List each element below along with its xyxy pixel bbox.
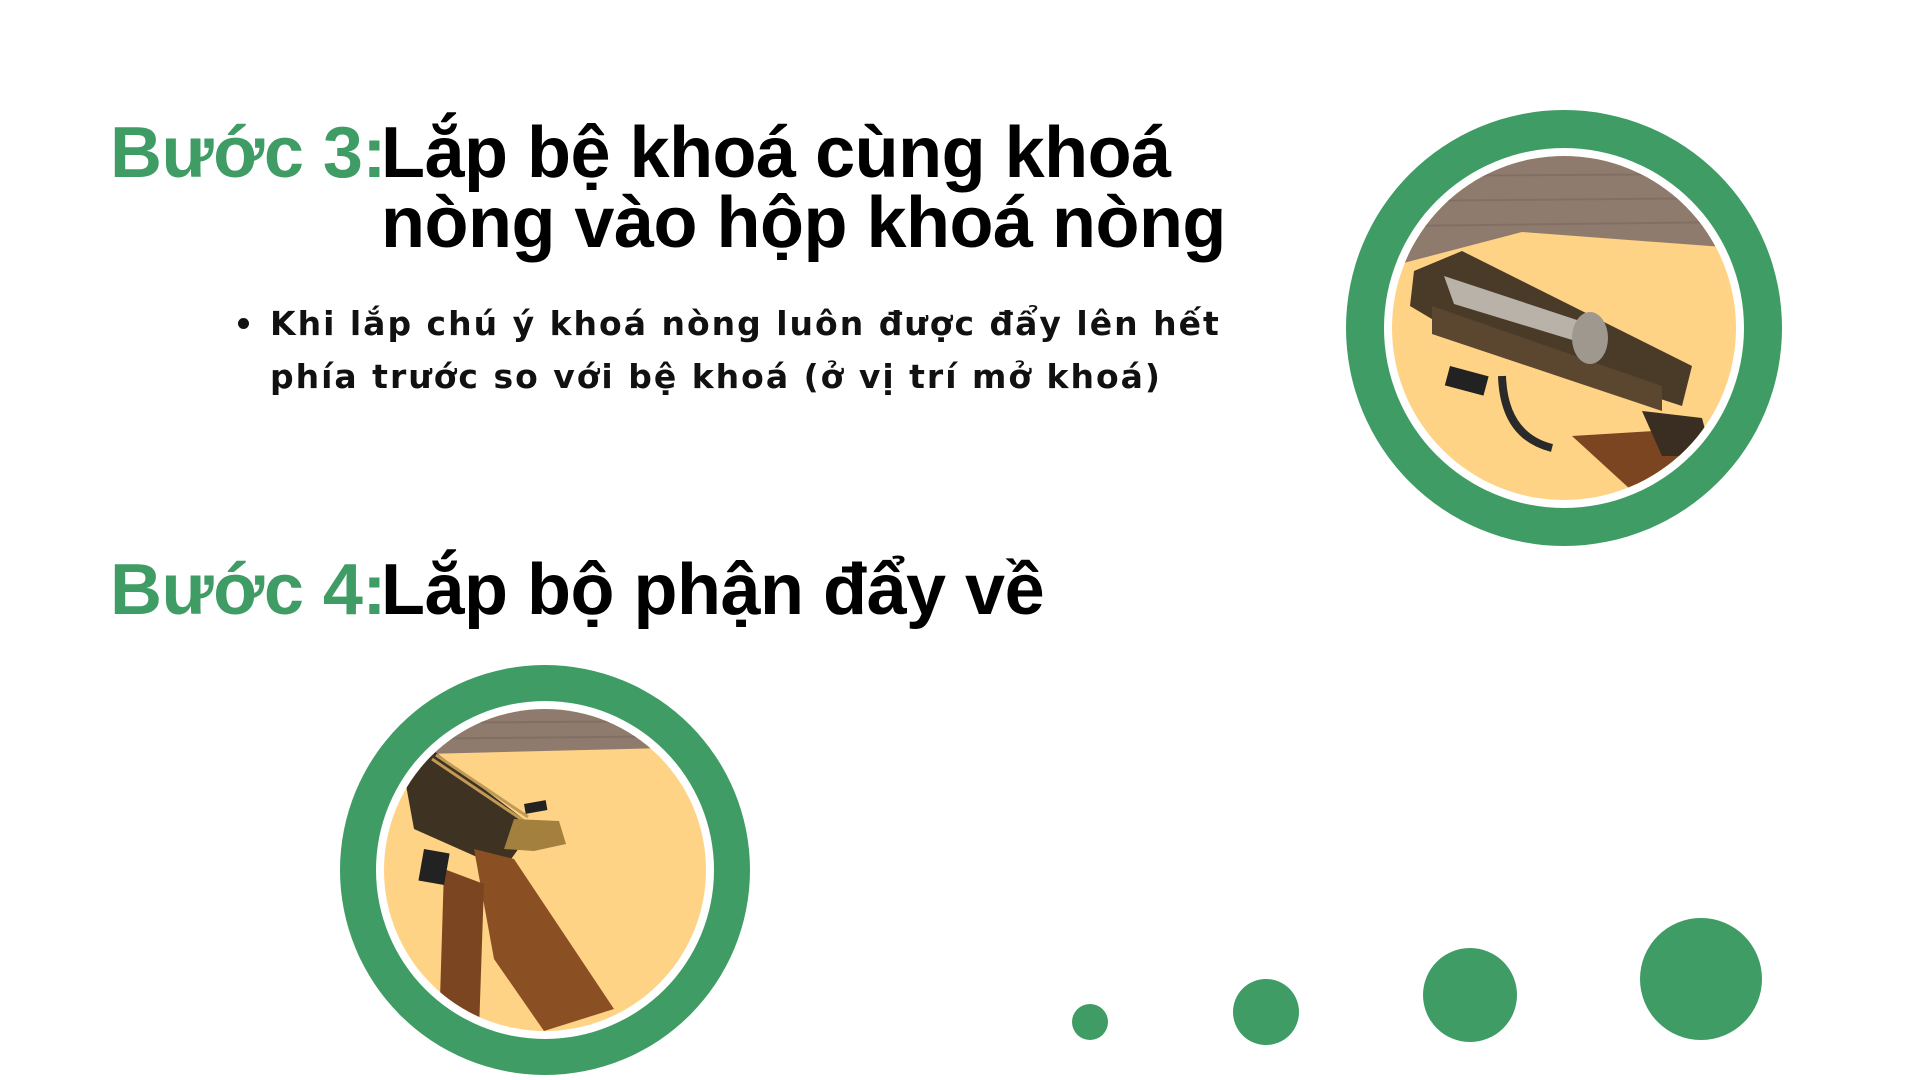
step-3-note: Khi lắp chú ý khoá nòng luôn được đẩy lên hết phía trước so với bệ khoá (ở vị trí mở khoá) — [270, 297, 1310, 403]
step-4-photo — [376, 701, 714, 1039]
decorative-dot-xlarge — [1640, 918, 1762, 1040]
decorative-dot-medium — [1233, 979, 1299, 1045]
step-3-photo-frame — [1346, 110, 1782, 546]
step-4-photo-frame — [340, 665, 750, 1075]
rifle-bolt-carrier-photo-icon — [1392, 156, 1736, 500]
step-3-photo — [1384, 148, 1744, 508]
step-4-title: Lắp bộ phận đẩy về — [381, 550, 1045, 630]
step-3-title-line-1: Lắp bệ khoá cùng khoá — [381, 113, 1171, 193]
step-3-label: Bước 3: — [110, 113, 386, 193]
decorative-dot-large — [1423, 948, 1517, 1042]
step-3-title-line-2: nòng vào hộp khoá nòng — [381, 183, 1226, 263]
step-4-label: Bước 4: — [110, 550, 386, 630]
decorative-dot-small — [1072, 1004, 1108, 1040]
step-3-notes — [232, 297, 1310, 403]
rifle-recoil-spring-photo-icon — [384, 709, 706, 1031]
